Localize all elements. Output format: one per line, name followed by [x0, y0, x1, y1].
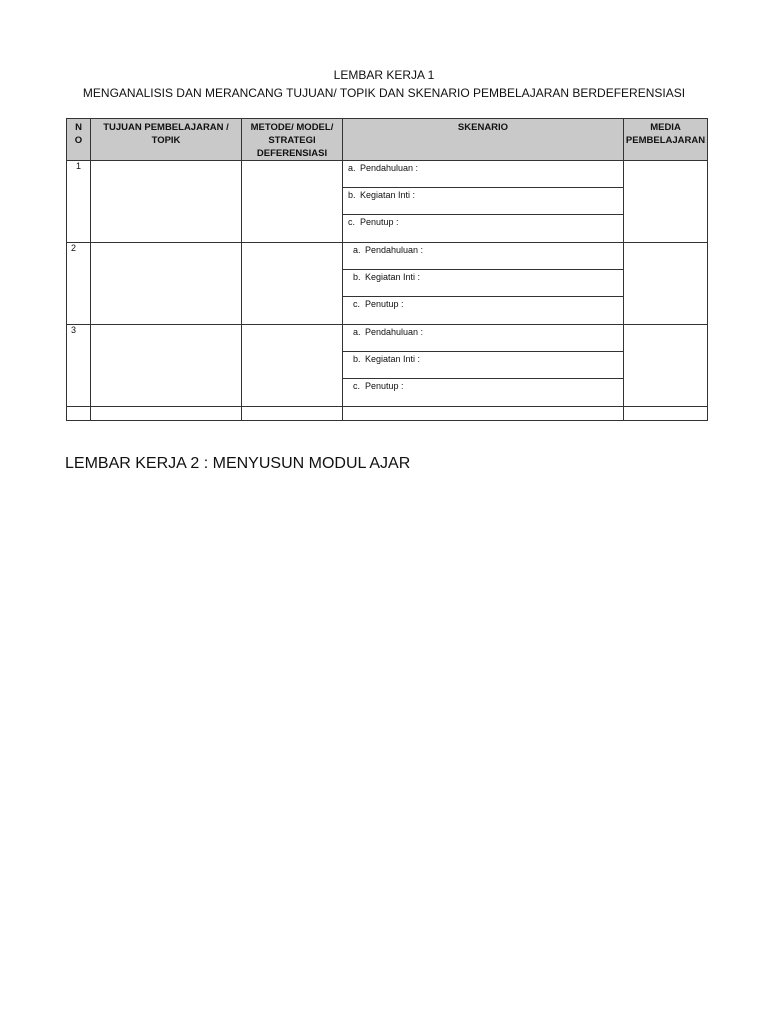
header-no: N O: [67, 119, 91, 161]
tujuan-cell[interactable]: [91, 243, 242, 325]
blank-cell[interactable]: [242, 407, 343, 421]
skenario-penutup[interactable]: c. Penutup :: [353, 381, 404, 391]
blank-cell[interactable]: [624, 407, 708, 421]
skenario-kegiatan-inti[interactable]: b. Kegiatan Inti :: [343, 270, 623, 297]
table-row: [67, 325, 708, 407]
skenario-pendahuluan[interactable]: a. Pendahuluan :: [343, 161, 623, 188]
skenario-penutup[interactable]: c. Penutup :: [348, 217, 399, 227]
skenario-cell: [343, 243, 624, 325]
media-cell[interactable]: [624, 325, 708, 407]
worksheet-2-title: LEMBAR KERJA 2 : MENYUSUN MODUL AJAR: [65, 455, 411, 472]
worksheet-1-title: LEMBAR KERJA 1: [333, 68, 435, 82]
table-header-row: [67, 119, 708, 161]
blank-cell[interactable]: [343, 407, 624, 421]
skenario-kegiatan-inti[interactable]: b. Kegiatan Inti :: [343, 188, 623, 215]
skenario-pendahuluan[interactable]: a. Pendahuluan :: [343, 325, 623, 352]
header-metode: METODE/ MODEL/ STRATEGI DEFERENSIASI: [242, 119, 343, 161]
metode-cell[interactable]: [242, 161, 343, 243]
skenario-cell: [343, 325, 624, 407]
tujuan-cell[interactable]: [91, 161, 242, 243]
worksheet-1-subtitle: MENGANALISIS DAN MERANCANG TUJUAN/ TOPIK DAN SKENARIO PEMBELAJARAN BERDEFERENSIASI: [82, 86, 686, 100]
tujuan-cell[interactable]: [91, 325, 242, 407]
header-tujuan-pembelajaran: TUJUAN PEMBELAJARAN / TOPIK: [91, 119, 242, 161]
metode-cell[interactable]: [242, 243, 343, 325]
blank-cell[interactable]: [67, 407, 91, 421]
header-skenario: SKENARIO: [343, 119, 624, 161]
table-row: [67, 161, 708, 243]
skenario-cell: [343, 161, 624, 243]
row-number: 3: [67, 325, 91, 407]
skenario-pendahuluan[interactable]: a. Pendahuluan :: [343, 243, 623, 270]
row-number: 1: [67, 161, 91, 243]
skenario-penutup[interactable]: c. Penutup :: [353, 299, 404, 309]
metode-cell[interactable]: [242, 325, 343, 407]
row-number: 2: [67, 243, 91, 325]
header-media-pembelajaran: MEDIA PEMBELAJARAN: [624, 119, 708, 161]
worksheet-table: [66, 118, 708, 421]
table-row: [67, 243, 708, 325]
blank-cell[interactable]: [91, 407, 242, 421]
skenario-kegiatan-inti[interactable]: b. Kegiatan Inti :: [343, 352, 623, 379]
media-cell[interactable]: [624, 243, 708, 325]
media-cell[interactable]: [624, 161, 708, 243]
blank-row: [67, 407, 708, 421]
